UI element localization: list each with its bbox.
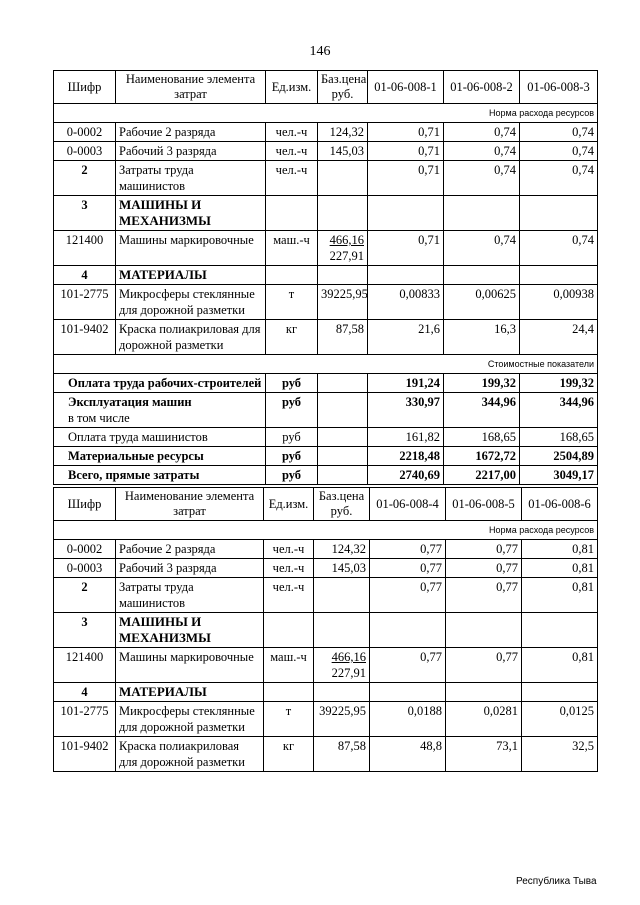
header-name: Наименование элемента затрат xyxy=(116,71,266,104)
row-value: 0,81 xyxy=(522,559,598,578)
table-header xyxy=(54,488,598,521)
row-name: Рабочие 2 разряда xyxy=(116,540,264,559)
group-code: 3 xyxy=(54,196,116,231)
row-value: 0,71 xyxy=(368,142,444,161)
row-name: Затраты труда машинистов xyxy=(116,161,266,196)
header-col-3: 01-06-008-3 xyxy=(520,71,598,104)
cost-value: 191,24 xyxy=(368,374,444,393)
row-value: 0,71 xyxy=(368,123,444,142)
cost-name: Эксплуатация машин xyxy=(68,395,192,409)
row-value: 0,74 xyxy=(520,231,598,266)
row-code: 121400 xyxy=(54,231,116,266)
group-row xyxy=(54,683,598,702)
row-price-empty xyxy=(318,161,368,196)
group-name: МАШИНЫ И МЕХАНИЗМЫ xyxy=(116,613,264,648)
section-costs-label: Стоимостные показатели xyxy=(54,355,598,374)
row-unit: т xyxy=(266,285,318,320)
cost-name: Материальные ресурсы xyxy=(54,447,266,466)
cost-row xyxy=(54,428,598,447)
row-value: 0,77 xyxy=(446,540,522,559)
cost-value: 161,82 xyxy=(368,428,444,447)
cost-value: 199,32 xyxy=(444,374,520,393)
group-code: 3 xyxy=(54,613,116,648)
row-value: 0,81 xyxy=(522,578,598,613)
cost-unit: руб xyxy=(266,466,318,485)
table-row xyxy=(54,231,598,266)
row-value: 0,77 xyxy=(370,540,446,559)
row-code: 2 xyxy=(54,161,116,196)
header-code: Шифр xyxy=(54,71,116,104)
section-row xyxy=(54,521,598,540)
row-value: 0,77 xyxy=(370,559,446,578)
row-value: 16,3 xyxy=(444,320,520,355)
row-unit: т xyxy=(264,702,314,737)
resource-table-2 xyxy=(53,487,598,772)
row-code: 101-2775 xyxy=(54,702,116,737)
row-value: 0,77 xyxy=(446,559,522,578)
row-code: 2 xyxy=(54,578,116,613)
cost-value: 344,96 xyxy=(444,393,520,428)
row-value: 0,81 xyxy=(522,648,598,683)
row-value: 0,00938 xyxy=(520,285,598,320)
table-row xyxy=(54,737,598,772)
table-row xyxy=(54,142,598,161)
row-price xyxy=(314,648,370,683)
row-value: 0,0188 xyxy=(370,702,446,737)
row-unit: чел.-ч xyxy=(264,578,314,613)
group-name: МАТЕРИАЛЫ xyxy=(116,683,264,702)
row-price: 124,32 xyxy=(318,123,368,142)
row-name: Затраты труда машинистов xyxy=(116,578,264,613)
table-row xyxy=(54,578,598,613)
row-code: 0-0003 xyxy=(54,142,116,161)
group-code: 4 xyxy=(54,683,116,702)
row-value: 0,77 xyxy=(446,648,522,683)
cost-unit: руб xyxy=(266,428,318,447)
row-price: 124,32 xyxy=(314,540,370,559)
cost-unit: руб xyxy=(266,393,318,428)
row-name: Микросферы стеклянные для дорожной разметки xyxy=(116,285,266,320)
row-unit: чел.-ч xyxy=(266,161,318,196)
cost-name: Оплата труда машинистов xyxy=(54,428,266,447)
row-unit: кг xyxy=(266,320,318,355)
table-row xyxy=(54,648,598,683)
row-code: 0-0002 xyxy=(54,123,116,142)
header-col-4: 01-06-008-4 xyxy=(370,488,446,521)
group-row xyxy=(54,196,598,231)
row-price: 87,58 xyxy=(318,320,368,355)
header-col-2: 01-06-008-2 xyxy=(444,71,520,104)
row-code: 0-0002 xyxy=(54,540,116,559)
group-row xyxy=(54,266,598,285)
header-unit: Ед.изм. xyxy=(266,71,318,104)
cost-unit: руб xyxy=(266,447,318,466)
row-price: 145,03 xyxy=(318,142,368,161)
row-name: Машины маркировочные xyxy=(116,648,264,683)
cost-value: 2740,69 xyxy=(368,466,444,485)
header-col-5: 01-06-008-5 xyxy=(446,488,522,521)
row-value: 0,81 xyxy=(522,540,598,559)
row-value: 32,5 xyxy=(522,737,598,772)
header-code: Шифр xyxy=(54,488,116,521)
row-value: 0,71 xyxy=(368,161,444,196)
table-row xyxy=(54,285,598,320)
row-price-empty xyxy=(314,578,370,613)
row-name: Краска полиакриловая для дорожной разметки xyxy=(116,320,266,355)
row-price: 87,58 xyxy=(314,737,370,772)
table-row xyxy=(54,702,598,737)
cost-value: 344,96 xyxy=(520,393,598,428)
row-unit: маш.-ч xyxy=(266,231,318,266)
cost-name: Всего, прямые затраты xyxy=(54,466,266,485)
section-norms-label: Норма расхода ресурсов xyxy=(54,521,598,540)
cost-row xyxy=(54,447,598,466)
group-code: 4 xyxy=(54,266,116,285)
row-name: Рабочий 3 разряда xyxy=(116,142,266,161)
footer-region: Республика Тыва xyxy=(516,876,597,887)
section-row xyxy=(54,355,598,374)
row-code: 121400 xyxy=(54,648,116,683)
cost-row xyxy=(54,374,598,393)
row-unit: чел.-ч xyxy=(266,123,318,142)
cost-value: 199,32 xyxy=(520,374,598,393)
row-price: 39225,95 xyxy=(314,702,370,737)
row-value: 0,0281 xyxy=(446,702,522,737)
table-row xyxy=(54,161,598,196)
row-unit: чел.-ч xyxy=(264,559,314,578)
row-value: 0,77 xyxy=(370,648,446,683)
row-value: 0,74 xyxy=(520,142,598,161)
row-value: 0,00625 xyxy=(444,285,520,320)
row-code: 101-9402 xyxy=(54,320,116,355)
price-base: 227,91 xyxy=(329,249,364,263)
cost-subnote: в том числе xyxy=(68,411,130,425)
row-value: 0,74 xyxy=(520,161,598,196)
row-value: 0,77 xyxy=(446,578,522,613)
table-row xyxy=(54,320,598,355)
cost-value: 1672,72 xyxy=(444,447,520,466)
header-unit: Ед.изм. xyxy=(264,488,314,521)
cost-value: 168,65 xyxy=(444,428,520,447)
cost-value: 3049,17 xyxy=(520,466,598,485)
row-value: 73,1 xyxy=(446,737,522,772)
cost-value: 2218,48 xyxy=(368,447,444,466)
row-code: 101-9402 xyxy=(54,737,116,772)
cost-value: 168,65 xyxy=(520,428,598,447)
header-price: Баз.цена руб. xyxy=(318,71,368,104)
row-code: 0-0003 xyxy=(54,559,116,578)
table-row xyxy=(54,540,598,559)
row-name: Краска полиакриловая для дорожной разметки xyxy=(116,737,264,772)
row-value: 0,71 xyxy=(368,231,444,266)
cost-row xyxy=(54,393,598,428)
cost-name-cell xyxy=(54,393,266,428)
cost-value: 2504,89 xyxy=(520,447,598,466)
section-norms-label: Норма расхода ресурсов xyxy=(54,104,598,123)
row-name: Рабочие 2 разряда xyxy=(116,123,266,142)
price-base: 227,91 xyxy=(331,666,366,680)
row-price: 145,03 xyxy=(314,559,370,578)
table-header xyxy=(54,71,598,104)
cost-row xyxy=(54,466,598,485)
price-current: 466,16 xyxy=(331,650,366,664)
row-value: 0,74 xyxy=(520,123,598,142)
group-name: МАШИНЫ И МЕХАНИЗМЫ xyxy=(116,196,266,231)
cost-value: 2217,00 xyxy=(444,466,520,485)
row-value: 0,74 xyxy=(444,231,520,266)
header-name: Наименование элемента затрат xyxy=(116,488,264,521)
row-code: 101-2775 xyxy=(54,285,116,320)
group-name: МАТЕРИАЛЫ xyxy=(116,266,266,285)
row-value: 0,77 xyxy=(370,578,446,613)
row-name: Микросферы стеклянные для дорожной разметки xyxy=(116,702,264,737)
row-value: 24,4 xyxy=(520,320,598,355)
row-unit: чел.-ч xyxy=(264,540,314,559)
row-name: Рабочий 3 разряда xyxy=(116,559,264,578)
row-unit: кг xyxy=(264,737,314,772)
row-price xyxy=(318,231,368,266)
cost-name: Оплата труда рабочих-строителей xyxy=(54,374,266,393)
table-row xyxy=(54,559,598,578)
row-value: 21,6 xyxy=(368,320,444,355)
page-number: 146 xyxy=(309,44,331,59)
row-value: 0,0125 xyxy=(522,702,598,737)
row-value: 0,74 xyxy=(444,142,520,161)
header-col-6: 01-06-008-6 xyxy=(522,488,598,521)
section-row xyxy=(54,104,598,123)
row-value: 0,74 xyxy=(444,123,520,142)
group-row xyxy=(54,613,598,648)
header-col-1: 01-06-008-1 xyxy=(368,71,444,104)
cost-unit: руб xyxy=(266,374,318,393)
row-price: 39225,95 xyxy=(318,285,368,320)
row-unit: маш.-ч xyxy=(264,648,314,683)
price-current: 466,16 xyxy=(329,233,364,247)
row-unit: чел.-ч xyxy=(266,142,318,161)
table-row xyxy=(54,123,598,142)
row-value: 0,74 xyxy=(444,161,520,196)
row-value: 0,00833 xyxy=(368,285,444,320)
row-value: 48,8 xyxy=(370,737,446,772)
header-price: Баз.цена руб. xyxy=(314,488,370,521)
cost-value: 330,97 xyxy=(368,393,444,428)
resource-table-1 xyxy=(53,70,598,485)
row-name: Машины маркировочные xyxy=(116,231,266,266)
